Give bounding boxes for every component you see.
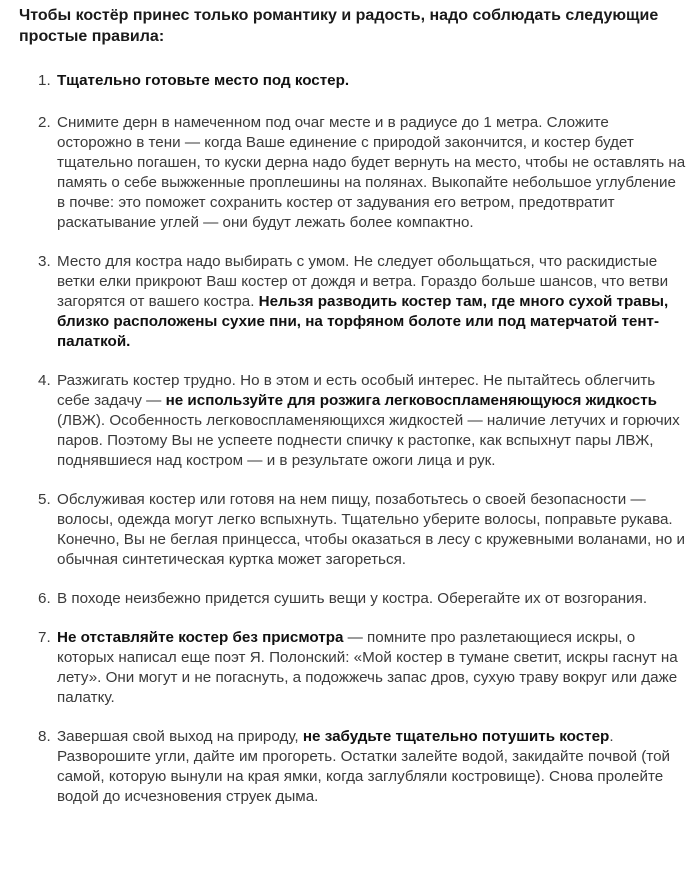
rule-number: 4. (38, 372, 51, 389)
rule-text: Обслуживая костер или готовя на нем пищу, позаботьтесь о своей безопасности — волосы, одежда могут легко вспыхнуть. Тщательно уберите волосы, поправьте рукава. Конечно, Вы не беглая принцесса, чтобы оказаться в лесу с кружевными воланами, но и обычная синтетическая куртка может загореться. (57, 491, 685, 568)
rule-number: 1. (38, 72, 51, 89)
rule-item-6 (19, 589, 686, 609)
rules-list (19, 71, 686, 807)
intro-heading: Чтобы костёр принес только романтику и радость, надо соблюдать следующие простые правила: (19, 7, 659, 45)
rule-item-5 (19, 490, 686, 570)
rule-text: — помните про разлетающиеся искры, о которых написал еще поэт Я. Полонский: «Мой костер в тумане светит, искры гаснут на лету». Они могут и не погаснуть, а подожжечь запас дров, сухую траву вокруг или даже палатку. (57, 629, 678, 706)
rule-bold-text: Тщательно готовьте место под костер. (57, 72, 350, 89)
rule-text: . Разворошите угли, дайте им прогореть. Остатки залейте водой, закидайте почвой (той самой, которую вынули на края ямки, когда заглубляли костровище). Снова пролейте водой до исчезновения струек дыма. (57, 728, 671, 805)
rule-number: 2. (38, 114, 51, 131)
rule-item-1 (19, 71, 686, 91)
rule-text: Снимите дерн в намеченном под очаг месте и в радиусе до 1 метра. Сложите осторожно в тени — когда Ваше единение с природой закончится, и костер будет тщательно погашен, то куски дерна надо будет вернуть на место, чтобы не оставлять на память о себе выжженные проплешины на полянах. Выкопайте небольшое углубление в почве: это поможет сохранить костер от задувания его ветром, предотвратит раскатывание углей — они будут лежать более компактно. (57, 114, 686, 231)
rule-text: В походе неизбежно придется сушить вещи у костра. Оберегайте их от возгорания. (57, 590, 648, 607)
rule-bold-text: Нельзя разводить костер там, где много сухой травы, близко расположены сухие пни, на торфяном болоте или под матерчатой тент-палаткой. (57, 293, 669, 350)
rule-number: 7. (38, 629, 51, 646)
rule-text: Завершая свой выход на природу, (57, 728, 303, 745)
rule-bold-text: Не отставляйте костер без присмотра (57, 629, 344, 646)
rule-item-4 (19, 371, 686, 471)
rule-item-7 (19, 628, 686, 708)
rule-text: Разжигать костер трудно. Но в этом и есть особый интерес. Не пытайтесь облегчить себе задачу — (57, 372, 656, 409)
rule-item-3 (19, 252, 686, 352)
rule-number: 8. (38, 728, 51, 745)
rule-number: 5. (38, 491, 51, 508)
rule-bold-text: не используйте для розжига легковоспламеняющуюся жидкость (165, 392, 658, 409)
rule-number: 3. (38, 253, 51, 270)
rule-text: Место для костра надо выбирать с умом. Не следует обольщаться, что раскидистые ветки елки прикроют Ваш костер от дождя и ветра. Гораздо больше шансов, что ветви загорятся от вашего костра. (57, 253, 669, 310)
rule-bold-text: не забудьте тщательно потушить костер (302, 728, 610, 745)
rule-number: 6. (38, 590, 51, 607)
rule-item-2 (19, 113, 686, 233)
rule-text: (ЛВЖ). Особенность легковоспламеняющихся жидкостей — наличие летучих и горючих паров. Поэтому Вы не успеете поднести спичку к растопке, как вспыхнут пары ЛВЖ, поднявшиеся над костром — и в результате ожоги лица и рук. (57, 412, 680, 469)
rule-item-8 (19, 727, 686, 807)
